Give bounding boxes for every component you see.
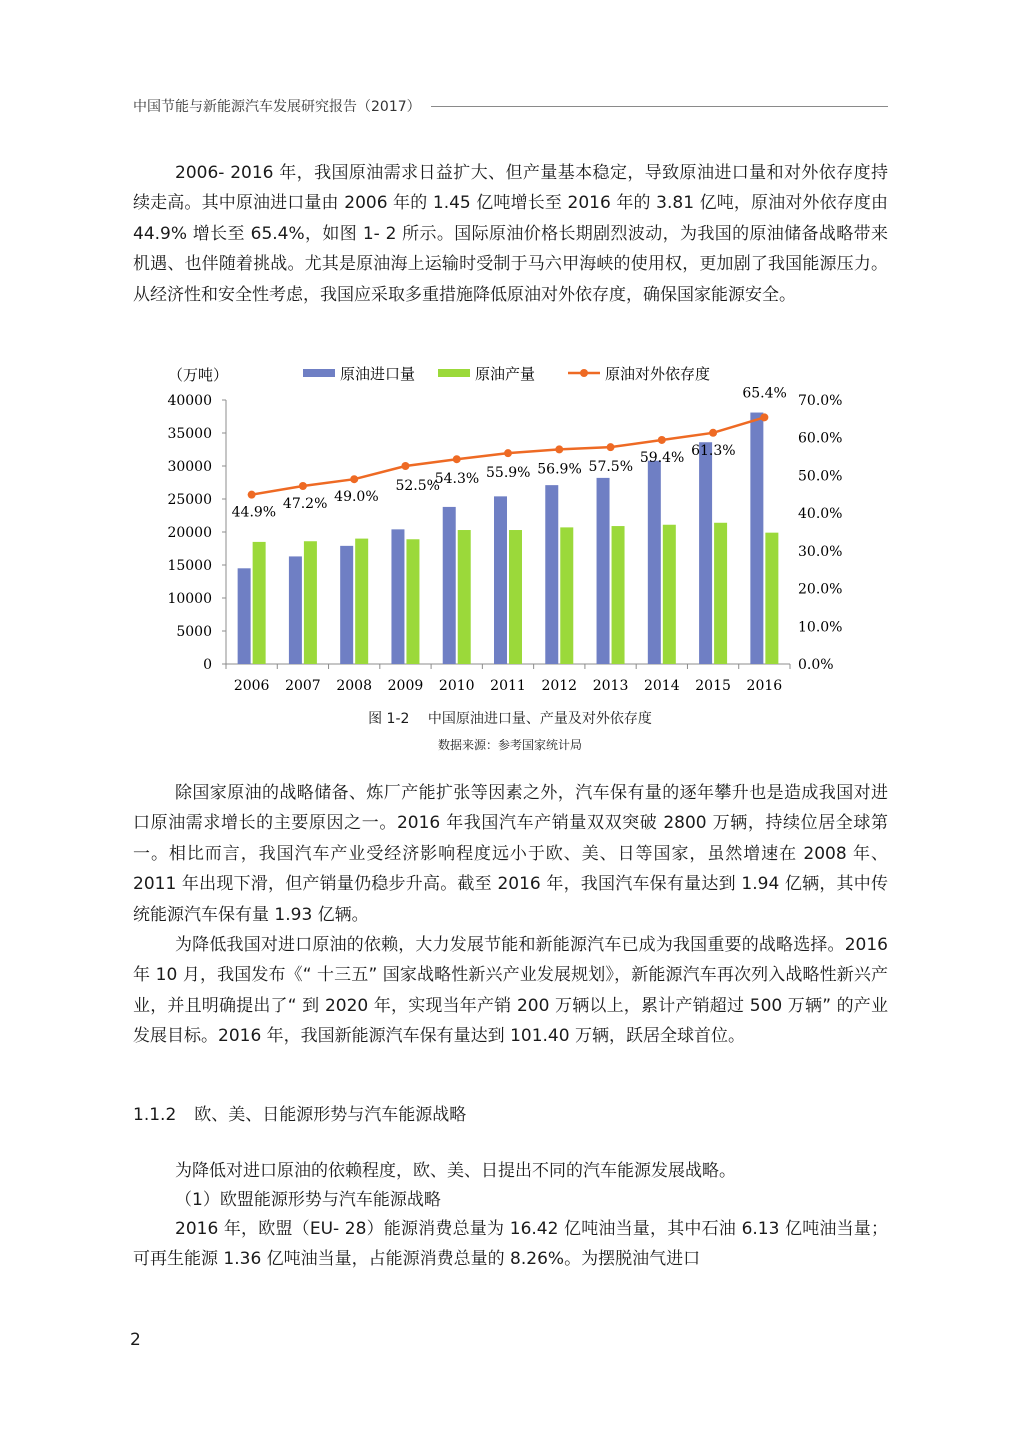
dependency-point bbox=[299, 482, 307, 490]
x-tick-label: 2011 bbox=[490, 678, 526, 694]
dependency-point bbox=[555, 445, 563, 453]
x-tick-label: 2015 bbox=[695, 678, 731, 694]
dependency-point bbox=[453, 455, 461, 463]
bar-import bbox=[391, 529, 404, 664]
x-tick-label: 2012 bbox=[541, 678, 578, 694]
x-tick-label: 2010 bbox=[438, 678, 475, 694]
dependency-point bbox=[709, 429, 717, 437]
bar-import bbox=[289, 556, 302, 664]
y-tick-label: 0 bbox=[203, 657, 212, 673]
data-label: 52.5% bbox=[395, 478, 440, 494]
section-title: 欧、美、日能源形势与汽车能源战略 bbox=[194, 1105, 467, 1125]
bar-production bbox=[458, 530, 471, 664]
data-label: 56.9% bbox=[537, 461, 582, 478]
legend-label: 原油进口量 bbox=[340, 365, 416, 383]
bar-production bbox=[714, 523, 727, 664]
y-tick-label: 10000 bbox=[167, 591, 212, 607]
figure-source: 数据来源：参考国家统计局 bbox=[437, 738, 582, 752]
x-tick-label: 2009 bbox=[387, 678, 424, 694]
bar-import bbox=[597, 478, 610, 664]
dependency-point bbox=[350, 475, 358, 483]
y-tick-label: 5000 bbox=[176, 624, 212, 640]
bar-production bbox=[612, 526, 625, 664]
y2-tick-label: 50.0% bbox=[798, 468, 843, 485]
legend-swatch bbox=[303, 369, 335, 377]
section-heading bbox=[133, 1100, 466, 1130]
data-label: 47.2% bbox=[282, 495, 328, 512]
data-label: 49.0% bbox=[334, 489, 379, 506]
x-tick-label: 2006 bbox=[233, 678, 270, 694]
data-label: 44.9% bbox=[231, 504, 277, 521]
y-tick-label: 20000 bbox=[167, 525, 212, 541]
figure-caption: 图 1-2 中国原油进口量、产量及对外依存度 bbox=[368, 711, 652, 727]
paragraph-6: 2016 年，欧盟（EU- 28）能源消费总量为 16.42 亿吨油当量，其中石油 6.13 亿吨油当量；可再生能源 1.36 亿吨油当量，占能源消费总量的 8.26%。为摆脱油气进口 bbox=[133, 1219, 888, 1270]
bar-production bbox=[355, 539, 368, 664]
data-label: 55.9% bbox=[486, 465, 531, 482]
x-tick-label: 2008 bbox=[336, 678, 373, 694]
bar-production bbox=[509, 530, 522, 664]
data-label: 54.3% bbox=[434, 471, 480, 488]
bar-import bbox=[494, 496, 507, 664]
x-tick-label: 2013 bbox=[592, 678, 629, 694]
dependency-point bbox=[504, 449, 512, 457]
dependency-point bbox=[607, 443, 615, 451]
paragraph-4: 为降低对进口原油的依赖程度，欧、美、日提出不同的汽车能源发展战略。 bbox=[175, 1161, 736, 1181]
dependency-point bbox=[658, 436, 666, 444]
data-label: 61.3% bbox=[691, 442, 736, 459]
x-tick-label: 2016 bbox=[746, 678, 783, 694]
dependency-point bbox=[760, 413, 768, 421]
y-tick-label: 35000 bbox=[167, 426, 212, 442]
dependency-point bbox=[248, 491, 256, 499]
chart-svg bbox=[160, 356, 860, 701]
bar-production bbox=[253, 542, 266, 664]
chart bbox=[160, 356, 860, 701]
bar-production bbox=[663, 525, 676, 664]
bar-production bbox=[560, 527, 573, 664]
y2-tick-label: 40.0% bbox=[798, 506, 843, 523]
dependency-point bbox=[401, 462, 409, 470]
bar-production bbox=[304, 541, 317, 664]
paragraph-2: 除国家原油的战略储备、炼厂产能扩张等因素之外，汽车保有量的逐年攀升也是造成我国对进口原油需求增长的主要原因之一。2016 年我国汽车产销量双双突破 2800 万辆，持续位居全球第一。相比而言，我国汽车产业受经济影响程度远小于欧、美、日等国家，虽然增速在 2008 年、2011 年出现下滑，但产销量仍稳步升高。截至 2016 年，我国汽车保有量达到 1.94 亿辆，其中传统能源汽车保有量 1.93 亿辆。 bbox=[133, 783, 888, 925]
page-number: 2 bbox=[130, 1330, 141, 1350]
y2-tick-label: 30.0% bbox=[798, 543, 843, 560]
y2-tick-label: 0.0% bbox=[798, 657, 834, 673]
chart-legend bbox=[303, 365, 710, 383]
y-tick-label: 40000 bbox=[167, 393, 212, 409]
bar-import bbox=[699, 442, 712, 664]
bar-import bbox=[545, 485, 558, 664]
legend-swatch bbox=[438, 369, 470, 377]
y2-tick-label: 60.0% bbox=[798, 430, 843, 447]
bar-import bbox=[443, 507, 456, 664]
paragraph-5: （1）欧盟能源形势与汽车能源战略 bbox=[175, 1190, 441, 1210]
section-number: 1.1.2 bbox=[133, 1105, 177, 1125]
running-header bbox=[133, 94, 888, 118]
y2-tick-label: 10.0% bbox=[798, 619, 843, 636]
legend-label: 原油产量 bbox=[475, 365, 536, 383]
y-tick-label: 15000 bbox=[167, 558, 212, 574]
bar-import bbox=[340, 546, 353, 664]
bar-import bbox=[238, 568, 251, 664]
header-title: 中国节能与新能源汽车发展研究报告（2017） bbox=[133, 99, 421, 115]
bar-import bbox=[648, 461, 661, 664]
bar-production bbox=[765, 533, 778, 664]
y2-tick-label: 20.0% bbox=[798, 581, 843, 598]
y-tick-label: 30000 bbox=[167, 459, 212, 475]
legend-marker bbox=[580, 369, 588, 377]
x-tick-label: 2014 bbox=[643, 678, 680, 694]
header-rule bbox=[431, 106, 888, 107]
bar-production bbox=[406, 539, 419, 664]
paragraph-3: 为降低我国对进口原油的依赖，大力发展节能和新能源汽车已成为我国重要的战略选择。2016 年 10 月，我国发布《“ 十三五” 国家战略性新兴产业发展规划》，新能源汽车再次列入战略性新兴产业，并且明确提出了“ 到 2020 年，实现当年产销 200 万辆以上，累计产销超过 500 万辆” 的产业发展目标。2016 年，我国新能源汽车保有量达到 101.40 万辆，跃居全球首位。 bbox=[133, 935, 888, 1047]
y-unit-label: （万吨） bbox=[168, 366, 229, 384]
paragraph-1: 2006- 2016 年，我国原油需求日益扩大、但产量基本稳定，导致原油进口量和对外依存度持续走高。其中原油进口量由 2006 年的 1.45 亿吨增长至 2016 年的 3.81 亿吨，原油对外依存度由 44.9% 增长至 65.4%，如图 1- 2 所示。国际原油价格长期剧烈波动，为我国的原油储备战略带来机遇、也伴随着挑战。尤其是原油海上运输时受制于马六甲海峡的使用权，更加剧了我国能源压力。从经济性和安全性考虑，我国应采取多重措施降低原油对外依存度，确保国家能源安全。 bbox=[133, 163, 888, 305]
y-tick-label: 25000 bbox=[167, 492, 212, 508]
x-tick-label: 2007 bbox=[285, 678, 321, 694]
legend-label: 原油对外依存度 bbox=[605, 365, 711, 383]
y2-tick-label: 70.0% bbox=[798, 393, 843, 409]
bar-import bbox=[750, 413, 763, 664]
data-label: 57.5% bbox=[588, 459, 634, 476]
data-label: 65.4% bbox=[742, 385, 787, 402]
data-label: 59.4% bbox=[639, 449, 685, 466]
